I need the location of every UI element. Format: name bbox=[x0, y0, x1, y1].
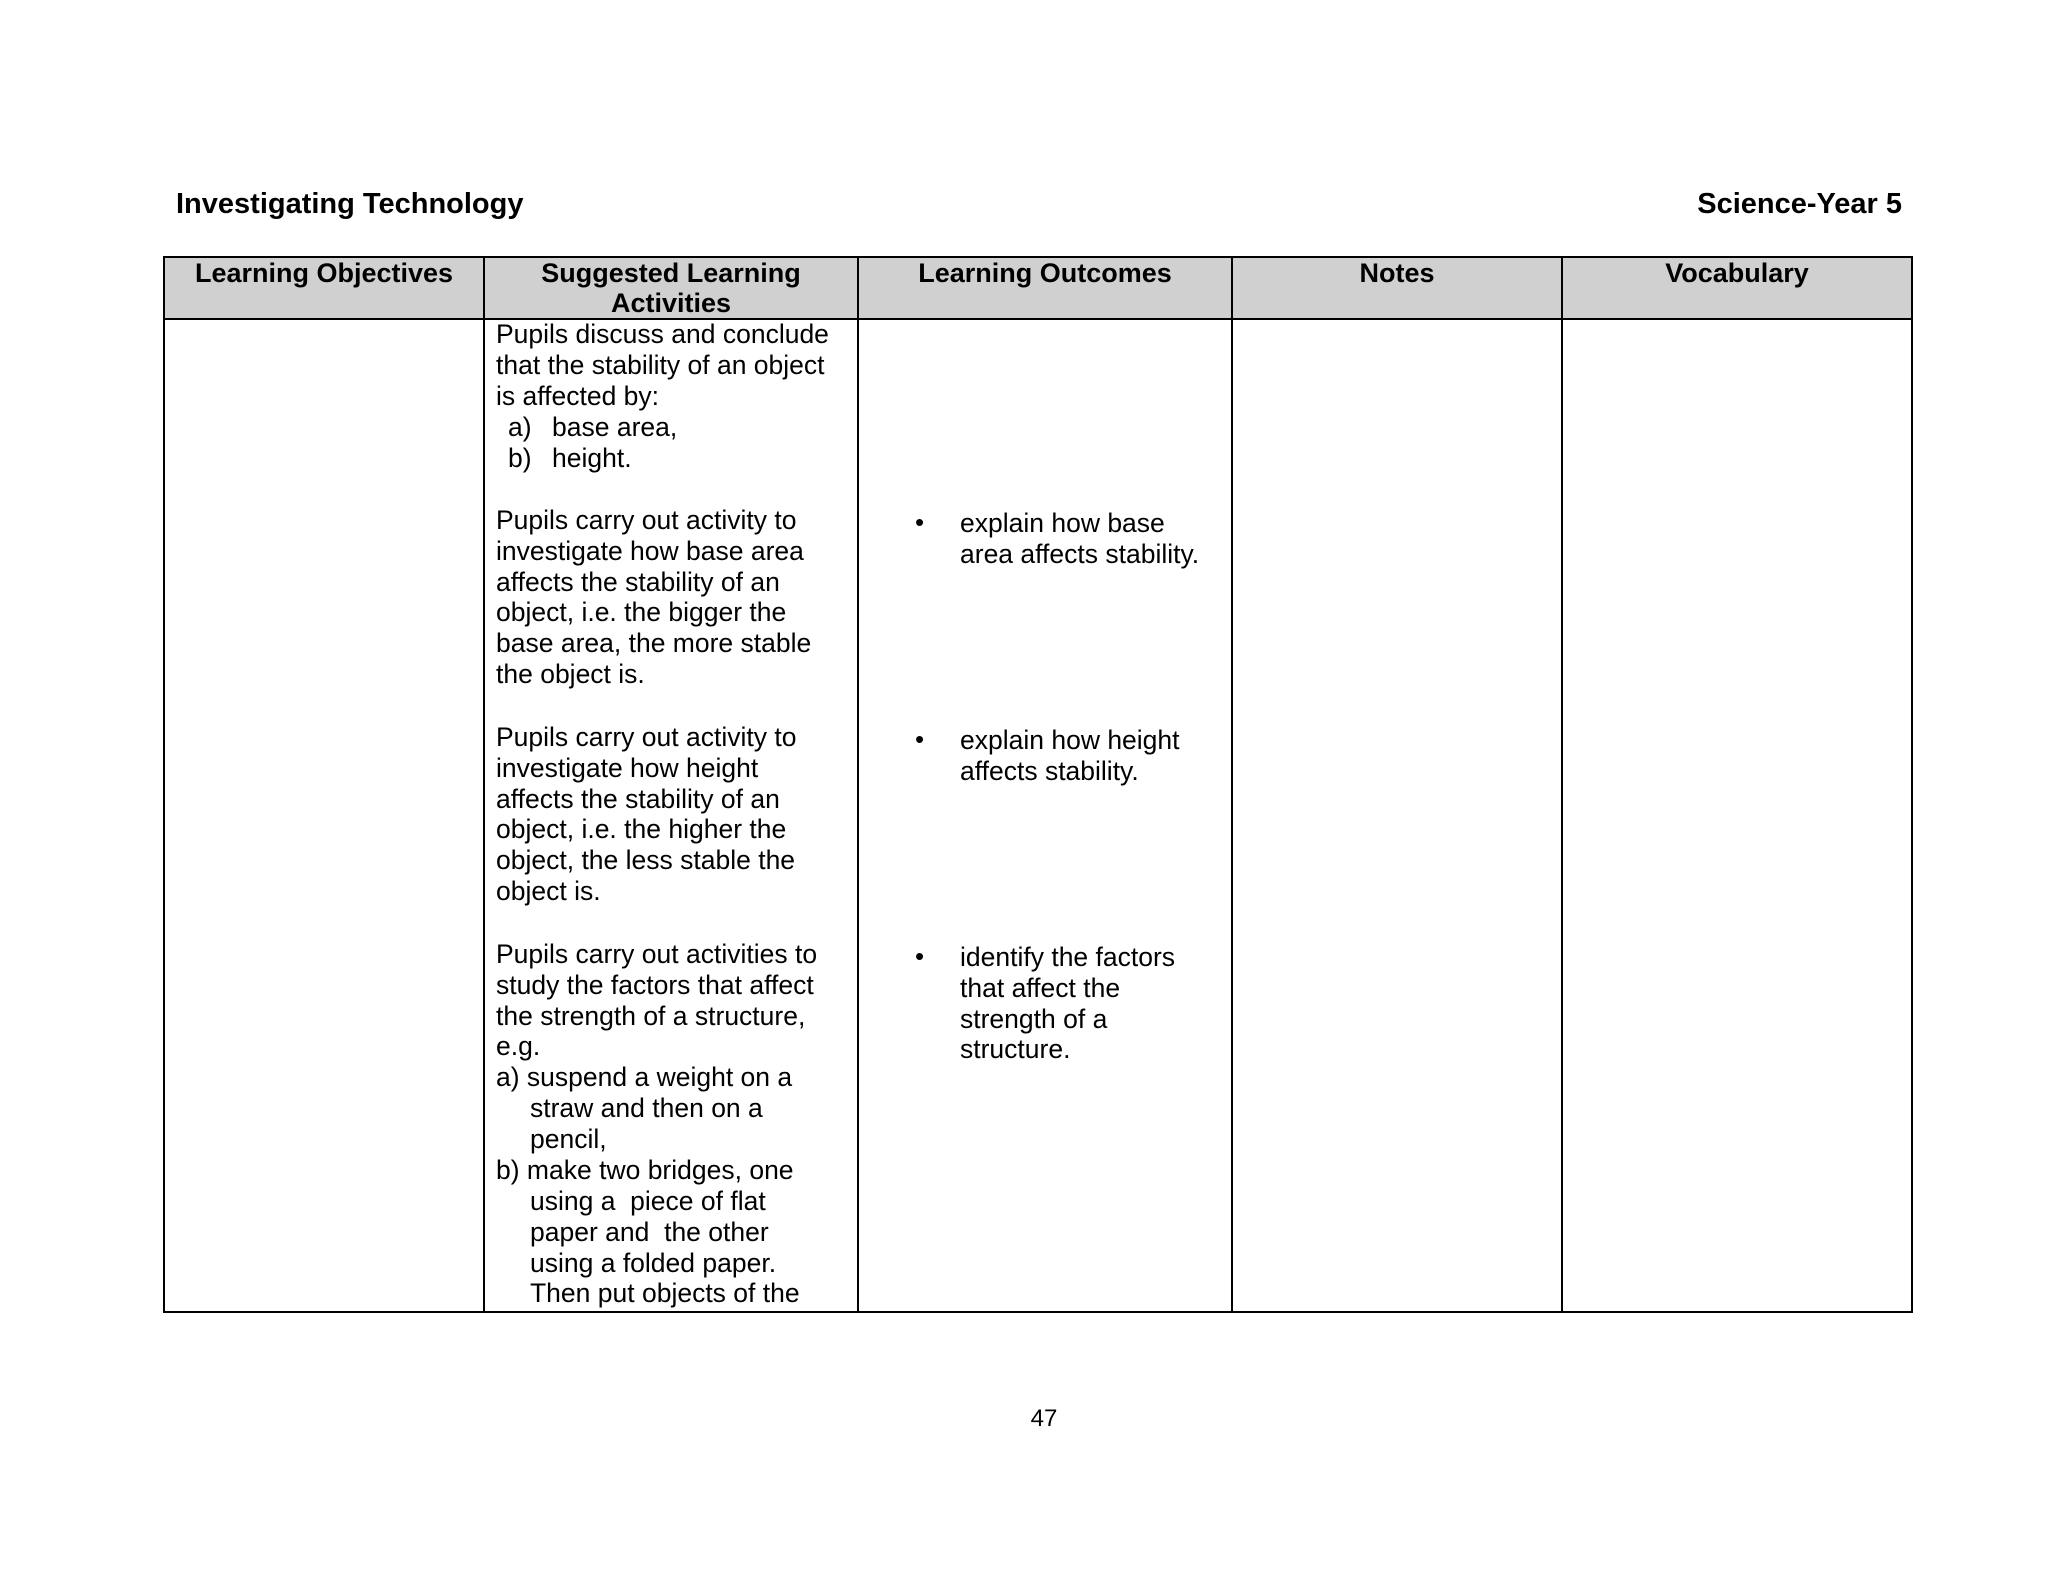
activity-sub-item-continuation: straw and then on a pencil, bbox=[530, 1093, 763, 1154]
activity-list-marker: a) bbox=[508, 412, 532, 442]
curriculum-table bbox=[163, 256, 1913, 1313]
activity-list-marker: b) bbox=[508, 443, 532, 473]
column-header-suggested-learning-activities: Suggested Learning Activities bbox=[541, 258, 801, 318]
bullet-icon: • bbox=[915, 507, 925, 537]
column-divider bbox=[857, 256, 859, 1313]
bullet-icon: • bbox=[915, 941, 925, 971]
outcome-structure-factors: identify the factors that affect the strength of a structure. bbox=[960, 942, 1176, 1065]
activity-sub-item: a) suspend a weight on a bbox=[496, 1062, 793, 1092]
activity-sub-item-continuation: using a piece of flat paper and the other using a folded paper. Then put objects of the bbox=[530, 1186, 800, 1309]
bullet-icon: • bbox=[915, 724, 925, 754]
column-header-notes: Notes bbox=[1359, 258, 1435, 288]
column-header-learning-objectives: Learning Objectives bbox=[194, 258, 454, 288]
activity-height: Pupils carry out activity to investigate how height affects the stability of an object, i.e. the higher the object, the less stable the object is. bbox=[496, 722, 797, 906]
page-number: 47 bbox=[1030, 1405, 1058, 1432]
activity-structure-strength: Pupils carry out activities to study the factors that affect the strength of a structure, e.g. bbox=[496, 939, 818, 1062]
outcome-base-area: explain how base area affects stability. bbox=[960, 508, 1200, 569]
activity-list-item: base area, bbox=[552, 412, 678, 442]
activity-sub-item: b) make two bridges, one bbox=[496, 1155, 794, 1185]
column-divider bbox=[1231, 256, 1233, 1313]
activity-discuss-stability: Pupils discuss and conclude that the stability of an object is affected by: bbox=[496, 319, 829, 411]
section-title: Investigating Technology bbox=[176, 188, 524, 220]
column-divider bbox=[1561, 256, 1563, 1313]
table-right-border bbox=[1911, 256, 1913, 1313]
table-bottom-border bbox=[163, 1311, 1913, 1313]
column-divider bbox=[483, 256, 485, 1313]
column-header-learning-outcomes: Learning Outcomes bbox=[918, 258, 1172, 288]
column-header-vocabulary: Vocabulary bbox=[1665, 258, 1809, 288]
activity-list-item: height. bbox=[552, 443, 632, 473]
subject-year-title: Science-Year 5 bbox=[1697, 188, 1902, 220]
outcome-height: explain how height affects stability. bbox=[960, 725, 1180, 786]
table-left-border bbox=[163, 256, 165, 1313]
activity-base-area: Pupils carry out activity to investigate how base area affects the stability of an object, i.e. the bigger the base area, the more stable the object is. bbox=[496, 505, 812, 689]
